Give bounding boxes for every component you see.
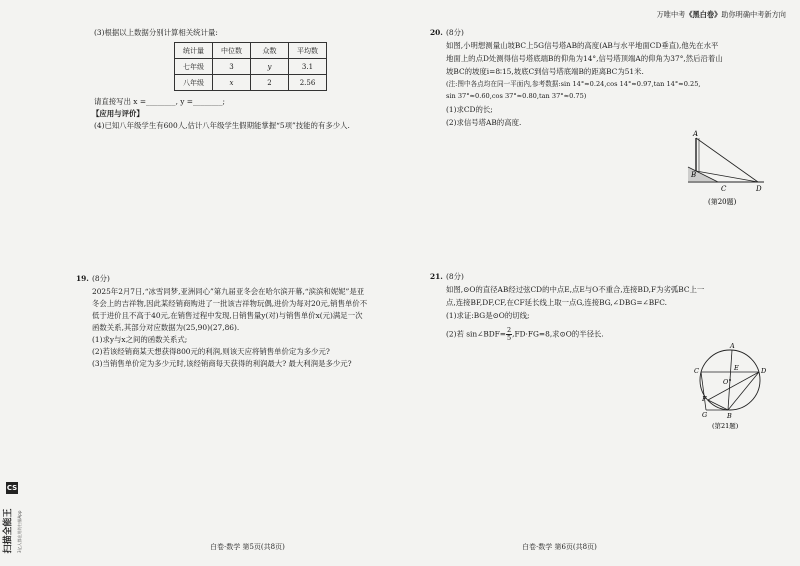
table-header-cell: 平均数 xyxy=(289,43,327,59)
q21-number: 21. xyxy=(430,272,443,281)
q20-line: 如图,小明想测量山坡BC上5G信号塔AB的高度(AB与水平地面CD垂直),他先在水平 xyxy=(446,41,719,50)
q19-line: 冬会上的吉祥物,因此某经销商购进了一批该吉祥物玩偶,进价为每对20元,销售单价不 xyxy=(92,299,368,308)
label-c: C xyxy=(721,185,727,193)
brand-prefix: 万唯中考 xyxy=(656,10,686,19)
page-header-brand xyxy=(657,10,786,20)
fraction-denominator: 5 xyxy=(507,334,512,342)
label-c: C xyxy=(694,367,699,375)
table-cell: 3.1 xyxy=(289,59,327,75)
q20-line: 地面上的点D处测得信号塔底端B的仰角为14°,信号塔顶端A的仰角为37°,然后沿着山 xyxy=(446,54,723,63)
q19-line: 2025年2月7日,“冰雪同梦,亚洲同心”第九届亚冬会在哈尔滨开幕,“滨滨和妮妮”是亚 xyxy=(92,287,365,296)
table-row xyxy=(175,59,327,75)
table-cell: x xyxy=(213,75,251,91)
fraction-numerator: 2 xyxy=(507,326,512,334)
table-header-cell: 众数 xyxy=(251,43,289,59)
q21-sub2-suffix: ,FD·FG=8,求⊙O的半径长. xyxy=(512,329,604,339)
q21-line: 点,连接BF,DF,CF,在CF延长线上取一点G,连接BG,∠DBG=∠BFC. xyxy=(446,298,668,307)
q20-line: 坡BC的坡度i=8∶15,坡底C到信号塔底端B的距离BC为51米. xyxy=(446,67,644,76)
label-d: D xyxy=(761,367,767,375)
right-page-footer: 白卷·数学 第6页(共8页) xyxy=(522,543,597,551)
q21-line: 如图,⊙O的直径AB经过弦CD的中点E,点E与O不重合,连接BD,F为劣弧BC上一 xyxy=(446,285,705,294)
q19-score: (8分) xyxy=(92,274,110,283)
label-d: D xyxy=(756,185,762,193)
table-cell: y xyxy=(251,59,289,75)
table-row xyxy=(175,75,327,91)
q21-sub2-prefix: (2)若 sin∠BDF= xyxy=(446,329,506,339)
label-g: G xyxy=(702,411,708,419)
section-label: 【应用与评价】 xyxy=(92,109,144,118)
table-cell: 2 xyxy=(251,75,289,91)
q20-sub1: (1)求CD的长; xyxy=(446,105,493,114)
q19-number: 19. xyxy=(76,274,89,283)
q21-figure xyxy=(690,342,770,432)
q20-number: 20. xyxy=(430,28,443,37)
scanner-sub: 3亿人都在用的扫描App xyxy=(17,510,22,553)
label-a: A xyxy=(730,342,735,350)
table-header-row xyxy=(175,43,327,59)
label-b: B xyxy=(691,171,697,179)
q20-line: (注:图中各点均在同一平面内,参考数据:sin 14°≈0.24,cos 14°≈0.97,tan 14°≈0.25, xyxy=(446,80,701,88)
q19-sub3: (3)当销售单价定为多少元时,该经销商每天获得的利润最大? 最大利润是多少元? xyxy=(92,359,352,368)
q21-sub2 xyxy=(446,327,604,342)
q20-score: (8分) xyxy=(446,28,464,37)
q18-part3: (3)根据以上数据分别计算相关统计量: xyxy=(94,28,218,37)
segment-bd xyxy=(728,372,759,410)
q21-caption: (第21题) xyxy=(712,422,739,430)
q19-sub1: (1)求y与x之间的函数关系式; xyxy=(92,335,188,344)
scanner-name: 扫描全能王 xyxy=(3,508,14,554)
q21-score: (8分) xyxy=(446,272,464,281)
brand-book: 《黑白卷》 xyxy=(685,10,722,19)
table-cell: 八年级 xyxy=(175,75,213,91)
q20-sub2: (2)求信号塔AB的高度. xyxy=(446,118,522,127)
q19-line: 函数关系,其部分对应数据为(25,90)(27,86). xyxy=(92,323,240,332)
label-e: E xyxy=(734,364,739,372)
q20-caption: (第20题) xyxy=(708,198,737,206)
table-header-cell: 中位数 xyxy=(213,43,251,59)
center-point xyxy=(729,379,731,381)
q20-figure xyxy=(680,128,780,208)
statistics-table xyxy=(174,42,327,91)
segment-bf xyxy=(708,400,728,410)
q20-line: sin 37°≈0.60,cos 37°≈0.80,tan 37°≈0.75) xyxy=(446,92,587,100)
q18-part4: (4)已知八年级学生有600人,估计八年级学生假期能掌握“5项”技能的有多少人. xyxy=(94,121,350,130)
label-b: B xyxy=(727,412,732,420)
table-cell: 2.56 xyxy=(289,75,327,91)
left-page-footer: 白卷·数学 第5页(共8页) xyxy=(210,543,285,551)
label-a: A xyxy=(693,130,699,138)
q21-sub1: (1)求证:BG是⊙O的切线; xyxy=(446,311,530,320)
label-o: O xyxy=(723,378,729,386)
label-f: F xyxy=(702,395,707,403)
table-header-cell: 统计量 xyxy=(175,43,213,59)
q19-line: 低于进价且不高于40元,在销售过程中发现,日销售量y(对)与销售单价x(元)满足一次 xyxy=(92,311,363,320)
brand-suffix: 助你明确中考新方向 xyxy=(721,10,786,19)
q19-sub2: (2)若该经销商某天想获得800元的利润,则该天应将销售单价定为多少元? xyxy=(92,347,330,356)
table-cell: 七年级 xyxy=(175,59,213,75)
table-cell: 3 xyxy=(213,59,251,75)
fill-in-answer: 请直接写出 x =________, y =________; xyxy=(94,97,226,106)
scanner-logo-icon: CS xyxy=(6,484,18,492)
segment-df xyxy=(708,372,759,400)
